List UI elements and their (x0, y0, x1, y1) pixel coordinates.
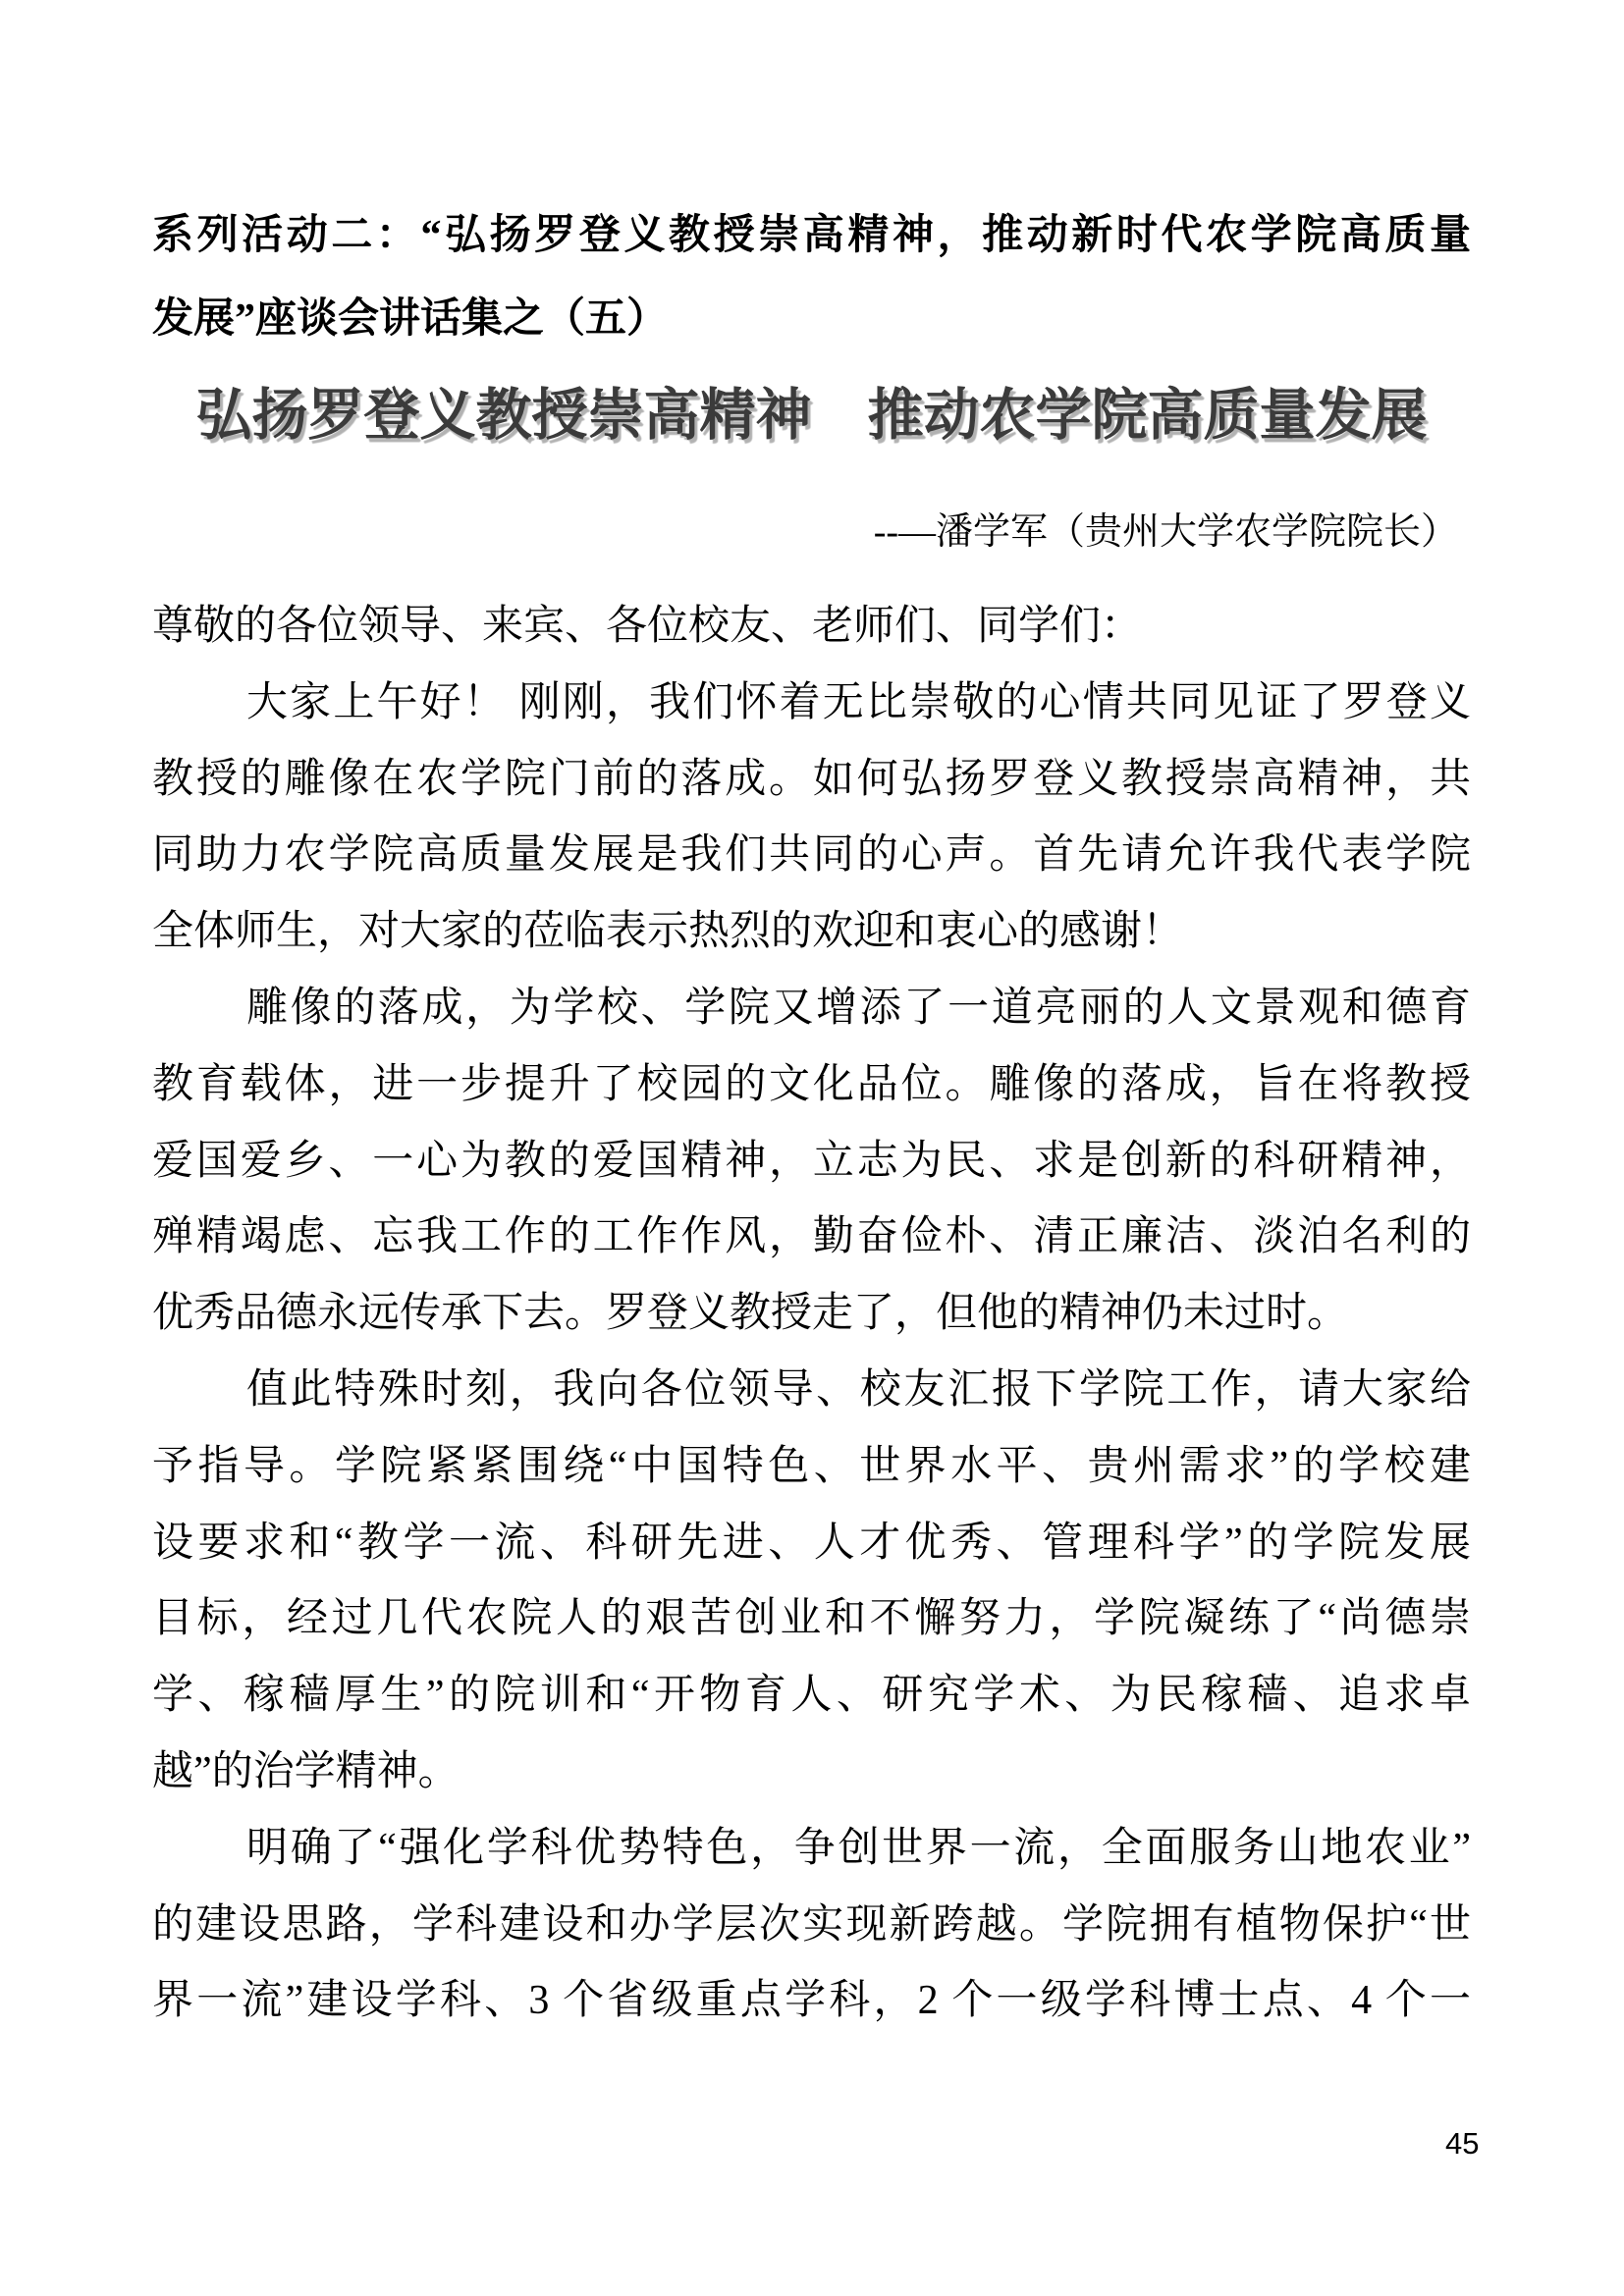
series-header-line-1: 系列活动二：“弘扬罗登义教授崇高精神，推动新时代农学院高质量 (152, 213, 1471, 258)
body-line: 爱国爱乡、一心为教的爱国精神，立志为民、求是创新的科研精神， (152, 1138, 1471, 1184)
body-line: 予指导。学院紧紧围绕“中国特色、世界水平、贵州需求”的学校建 (152, 1443, 1471, 1489)
body-line: 学、稼穑厚生”的院训和“开物育人、研究学术、为民稼穑、追求卓 (152, 1673, 1471, 1719)
series-header (152, 194, 1471, 361)
body-line: 雕像的落成，为学校、学院又增添了一道亮丽的人文景观和德育 (246, 985, 1471, 1031)
series-header-line-2: 发展”座谈会讲话集之（五） (152, 296, 669, 342)
body-line: 值此特殊时刻，我向各位领导、校友汇报下学院工作，请大家给 (246, 1366, 1471, 1413)
body-line: 同助力农学院高质量发展是我们共同的心声。首先请允许我代表学院 (152, 832, 1471, 879)
body-line: 优秀品德永远传承下去。罗登义教授走了，但他的精神仍未过时。 (152, 1291, 1349, 1337)
body-line: 殚精竭虑、忘我工作的工作作风，勤奋俭朴、清正廉洁、淡泊名利的 (152, 1214, 1471, 1260)
body-line: 界一流”建设学科、3 个省级重点学科，2 个一级学科博士点、4 个一 (152, 1978, 1471, 2024)
body-line: 设要求和“教学一流、科研先进、人才优秀、管理科学”的学院发展 (152, 1520, 1471, 1566)
body-line: 大家上午好！ 刚刚，我们怀着无比崇敬的心情共同见证了罗登义 (246, 679, 1471, 725)
speech-byline: --—潘学军（贵州大学农学院院长） (873, 511, 1458, 553)
body-line: 教授的雕像在农学院门前的落成。如何弘扬罗登义教授崇高精神，共 (152, 756, 1471, 802)
body-line: 目标，经过几代农院人的艰苦创业和不懈努力，学院凝练了“尚德崇 (152, 1596, 1471, 1642)
speech-title: 弘扬罗登义教授崇高精神 推动农学院高质量发展 (195, 385, 1428, 447)
body-line: 尊敬的各位领导、来宾、各位校友、老师们、同学们： (152, 604, 1143, 649)
page-number: 45 (1445, 2126, 1480, 2161)
body-line: 的建设思路，学科建设和办学层次实现新跨越。学院拥有植物保护“世 (152, 1901, 1471, 1948)
body-line: 越”的治学精神。 (152, 1748, 460, 1794)
body-line: 教育载体，进一步提升了校园的文化品位。雕像的落成，旨在将教授 (152, 1061, 1471, 1107)
body-line: 明确了“强化学科优势特色，争创世界一流，全面服务山地农业” (246, 1825, 1471, 1871)
body-line: 全体师生，对大家的莅临表示热烈的欢迎和衷心的感谢！ (152, 909, 1184, 955)
speech-body (152, 589, 1471, 2040)
